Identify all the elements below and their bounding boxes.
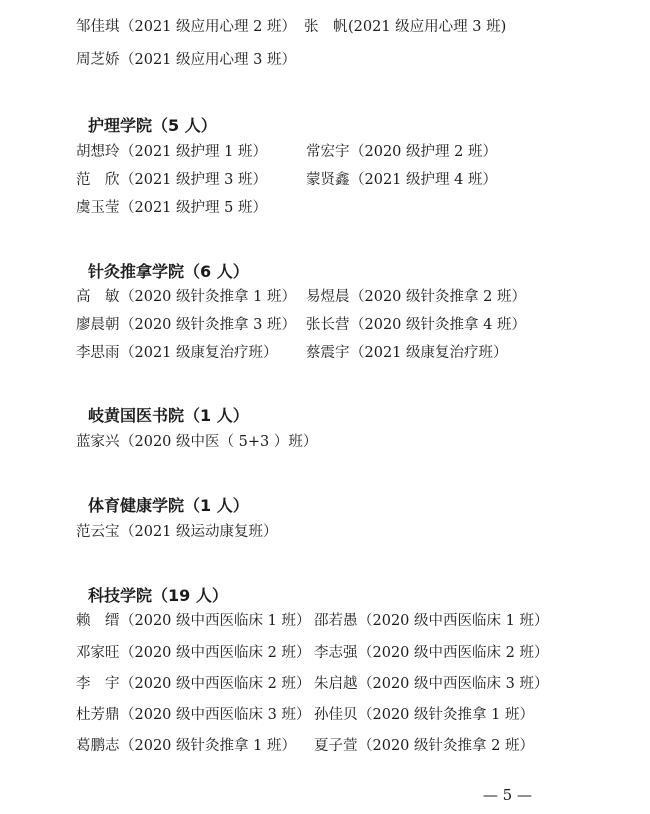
student-name: 张 帆: [304, 19, 348, 35]
list-item: [76, 344, 278, 362]
list-item: [76, 433, 317, 451]
student-class: （2021 级应用心理 2 班）: [120, 19, 296, 35]
student-class: （2021 级运动康复班）: [120, 524, 278, 540]
list-item: [314, 644, 548, 662]
list-item: [76, 737, 296, 755]
student-class: （2020 级针灸推拿 1 班）: [120, 289, 296, 305]
student-class: （2020 级中西医临床 2 班）: [120, 645, 311, 661]
list-item: [306, 171, 497, 189]
student-class: （2021 级应用心理 3 班）: [120, 52, 296, 68]
list-item: [76, 644, 310, 662]
list-item: [76, 675, 310, 693]
student-name: 李志强: [314, 645, 358, 661]
student-class: （2020 级中西医临床 1 班）: [358, 613, 549, 629]
student-name: 常宏宇: [306, 144, 350, 160]
student-class: （2021 级康复治疗班）: [350, 345, 508, 361]
list-item: [76, 171, 267, 189]
list-item: [314, 675, 548, 693]
list-item: [76, 523, 278, 541]
list-item: [306, 288, 526, 306]
student-class: （2020 级中西医临床 3 班）: [120, 707, 311, 723]
list-item: [76, 316, 296, 334]
student-name: 易煜晨: [306, 289, 350, 305]
student-class: (2021 级应用心理 3 班): [348, 19, 507, 35]
student-name: 张长营: [306, 317, 350, 333]
list-item: [306, 143, 497, 161]
section-heading: 针灸推拿学院（6 人）: [88, 262, 249, 281]
student-name: 高 敏: [76, 289, 120, 305]
list-item: [76, 51, 296, 69]
list-item: [314, 612, 548, 630]
student-name: 蓝家兴: [76, 434, 120, 450]
student-class: （2020 级针灸推拿 2 班）: [350, 289, 526, 305]
student-name: 李思雨: [76, 345, 120, 361]
student-name: 范云宝: [76, 524, 120, 540]
list-item: [76, 143, 267, 161]
list-item: [76, 612, 310, 630]
list-item: [76, 199, 267, 217]
student-class: （2021 级康复治疗班）: [120, 345, 278, 361]
student-class: （2020 级针灸推拿 1 班）: [358, 707, 534, 723]
student-name: 邹佳琪: [76, 19, 120, 35]
section-heading: 护理学院（5 人）: [88, 116, 217, 135]
student-name: 夏子萱: [314, 738, 358, 754]
student-class: （2020 级中医（ 5+3 ）班）: [120, 434, 318, 450]
list-item: [314, 706, 534, 724]
student-class: （2020 级针灸推拿 4 班）: [350, 317, 526, 333]
list-item: [306, 344, 508, 362]
student-class: （2021 级护理 1 班）: [120, 144, 267, 160]
student-class: （2020 级中西医临床 3 班）: [358, 676, 549, 692]
student-class: （2021 级护理 3 班）: [120, 172, 267, 188]
student-class: （2021 级护理 4 班）: [350, 172, 497, 188]
student-name: 孙佳贝: [314, 707, 358, 723]
student-name: 胡想玲: [76, 144, 120, 160]
student-class: （2020 级针灸推拿 2 班）: [358, 738, 534, 754]
student-class: （2020 级中西医临床 2 班）: [120, 676, 311, 692]
student-name: 赖 缙: [76, 613, 120, 629]
student-class: （2021 级护理 5 班）: [120, 200, 267, 216]
student-name: 邓家旺: [76, 645, 120, 661]
list-item: [306, 316, 526, 334]
student-name: 李 宇: [76, 676, 120, 692]
list-item: [314, 737, 534, 755]
section-heading: 岐黄国医书院（1 人）: [88, 406, 249, 425]
student-class: （2020 级中西医临床 2 班）: [358, 645, 549, 661]
student-class: （2020 级针灸推拿 3 班）: [120, 317, 296, 333]
section-heading: 体育健康学院（1 人）: [88, 496, 249, 515]
list-item: [76, 18, 296, 36]
section-heading: 科技学院（19 人）: [88, 586, 228, 605]
student-class: （2020 级护理 2 班）: [350, 144, 497, 160]
student-name: 廖晨朝: [76, 317, 120, 333]
student-class: （2020 级针灸推拿 1 班）: [120, 738, 296, 754]
student-name: 杜芳鼎: [76, 707, 120, 723]
student-name: 邵若愚: [314, 613, 358, 629]
list-item: [76, 288, 296, 306]
list-item: [76, 706, 310, 724]
student-name: 葛鹏志: [76, 738, 120, 754]
student-name: 蒙贤鑫: [306, 172, 350, 188]
student-name: 周芝娇: [76, 52, 120, 68]
student-name: 朱启越: [314, 676, 358, 692]
student-name: 蔡震宇: [306, 345, 350, 361]
student-name: 范 欣: [76, 172, 120, 188]
student-class: （2020 级中西医临床 1 班）: [120, 613, 311, 629]
list-item: [304, 18, 506, 36]
page-number: — 5 —: [482, 786, 532, 804]
student-name: 虞玉莹: [76, 200, 120, 216]
